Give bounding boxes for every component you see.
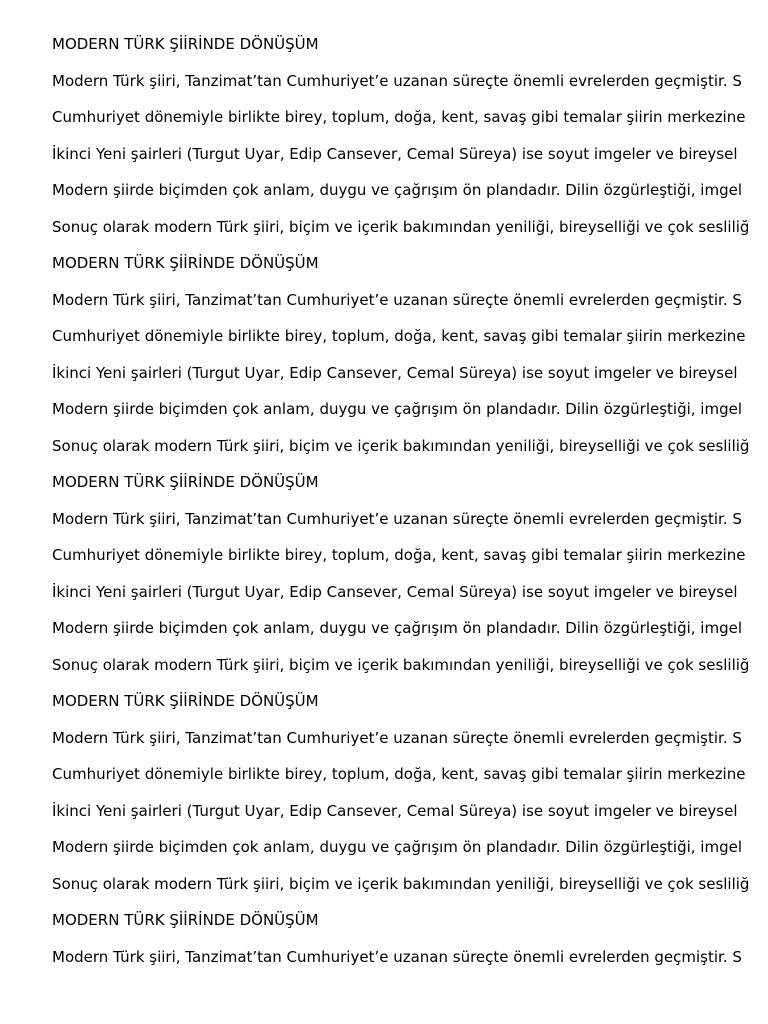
paragraph: Modern Türk şiiri, Tanzimat’tan Cumhuriyet’e uzanan süreçte önemli evrelerden geçmiştir. S (52, 509, 742, 528)
section-heading: MODERN TÜRK ŞİİRİNDE DÖNÜŞÜM (52, 473, 319, 491)
paragraph: Modern şiirde biçimden çok anlam, duygu ve çağrışım ön plandadır. Dilin özgürleştiği, imgel (52, 181, 742, 199)
paragraph: İkinci Yeni şairleri (Turgut Uyar, Edip Cansever, Cemal Süreya) ise soyut imgeler ve bireysel (52, 144, 738, 163)
document-body (52, 34, 768, 983)
paragraph: Cumhuriyet dönemiyle birlikte birey, toplum, doğa, kent, savaş gibi temalar şiirin merkezine (52, 327, 746, 345)
paragraph: Sonuç olarak modern Türk şiiri, biçim ve içerik bakımından yeniliği, bireyselliği ve çok sesliliğ (52, 217, 750, 236)
section-heading: MODERN TÜRK ŞİİRİNDE DÖNÜŞÜM (52, 692, 319, 710)
paragraph: Modern Türk şiiri, Tanzimat’tan Cumhuriyet’e uzanan süreçte önemli evrelerden geçmiştir. S (52, 728, 742, 747)
paragraph: Modern Türk şiiri, Tanzimat’tan Cumhuriyet’e uzanan süreçte önemli evrelerden geçmiştir. S (52, 290, 742, 309)
paragraph: Modern şiirde biçimden çok anlam, duygu ve çağrışım ön plandadır. Dilin özgürleştiği, imgel (52, 838, 742, 856)
paragraph: Sonuç olarak modern Türk şiiri, biçim ve içerik bakımından yeniliği, bireyselliği ve çok sesliliğ (52, 874, 750, 893)
paragraph: İkinci Yeni şairleri (Turgut Uyar, Edip Cansever, Cemal Süreya) ise soyut imgeler ve bireysel (52, 582, 738, 601)
paragraph: Modern Türk şiiri, Tanzimat’tan Cumhuriyet’e uzanan süreçte önemli evrelerden geçmiştir. S (52, 71, 742, 90)
paragraph: Cumhuriyet dönemiyle birlikte birey, toplum, doğa, kent, savaş gibi temalar şiirin merkezine (52, 108, 746, 126)
paragraph: Cumhuriyet dönemiyle birlikte birey, toplum, doğa, kent, savaş gibi temalar şiirin merkezine (52, 765, 746, 783)
paragraph: Modern şiirde biçimden çok anlam, duygu ve çağrışım ön plandadır. Dilin özgürleştiği, imgel (52, 400, 742, 418)
paragraph: Modern şiirde biçimden çok anlam, duygu ve çağrışım ön plandadır. Dilin özgürleştiği, imgel (52, 619, 742, 637)
paragraph: Sonuç olarak modern Türk şiiri, biçim ve içerik bakımından yeniliği, bireyselliği ve çok sesliliğ (52, 436, 750, 455)
paragraph: Modern Türk şiiri, Tanzimat’tan Cumhuriyet’e uzanan süreçte önemli evrelerden geçmiştir. S (52, 947, 742, 966)
paragraph: Sonuç olarak modern Türk şiiri, biçim ve içerik bakımından yeniliği, bireyselliği ve çok sesliliğ (52, 655, 750, 674)
paragraph: İkinci Yeni şairleri (Turgut Uyar, Edip Cansever, Cemal Süreya) ise soyut imgeler ve bireysel (52, 801, 738, 820)
section-heading: MODERN TÜRK ŞİİRİNDE DÖNÜŞÜM (52, 254, 319, 272)
section-heading: MODERN TÜRK ŞİİRİNDE DÖNÜŞÜM (52, 911, 319, 929)
paragraph: İkinci Yeni şairleri (Turgut Uyar, Edip Cansever, Cemal Süreya) ise soyut imgeler ve bireysel (52, 363, 738, 382)
paragraph: Cumhuriyet dönemiyle birlikte birey, toplum, doğa, kent, savaş gibi temalar şiirin merkezine (52, 546, 746, 564)
section-heading: MODERN TÜRK ŞİİRİNDE DÖNÜŞÜM (52, 35, 319, 53)
